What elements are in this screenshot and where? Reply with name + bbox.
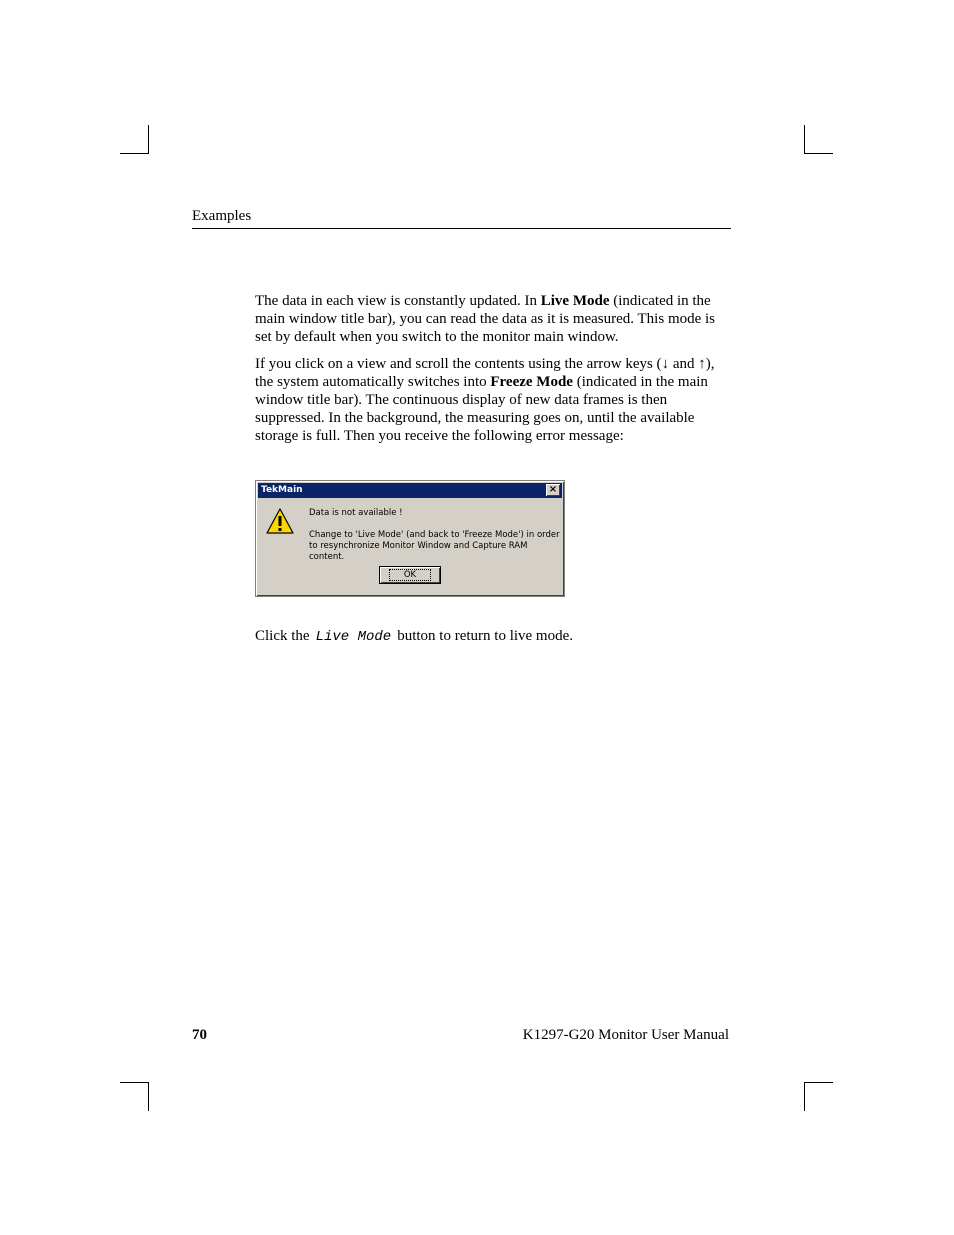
p1-text-1: The data in each view is constantly updated. In — [255, 293, 541, 309]
p2-text-4: (indicated in the main window title bar). The continuous display of new data frames is then suppressed. In the background, the measuring goes on, until the available storage is full. Then you receive the following error message: — [255, 374, 708, 444]
manual-title: K1297-G20 Monitor User Manual — [522, 1027, 729, 1043]
arrow-up-icon: ↑ — [698, 356, 706, 372]
close-icon: × — [548, 484, 558, 495]
p1-bold-live-mode: Live Mode — [540, 293, 610, 309]
ok-button[interactable] — [379, 566, 441, 584]
crop-mark-bottom-left-h — [120, 1082, 149, 1083]
paragraph-freeze-mode — [255, 355, 733, 445]
p2-text-3: ), the system automatically switches into — [255, 356, 715, 390]
header-rule — [192, 228, 731, 229]
warning-icon — [266, 508, 294, 534]
live-mode-button-reference: Live Mode — [315, 629, 392, 645]
p2-text-1: If you click on a view and scroll the contents using the arrow keys ( — [255, 356, 662, 372]
arrow-down-icon: ↓ — [661, 356, 670, 372]
dialog-title: TekMain — [261, 485, 303, 495]
p2-text-2: and — [669, 356, 699, 372]
crop-mark-bottom-left-v — [148, 1082, 149, 1111]
p1-text-2: (indicated in the main window title bar), you can read the data as it is measured. This mode is set by default when you switch to the monitor main window. — [255, 293, 716, 345]
close-button[interactable] — [546, 484, 560, 496]
paragraph-live-mode — [255, 292, 733, 346]
crop-mark-top-right-h — [804, 153, 833, 154]
p3-text-2: button to return to live mode. — [397, 628, 574, 644]
dialog-message-body: Change to 'Live Mode' (and back to 'Freeze Mode') in order to resynchronize Monitor Window and Capture RAM content. — [309, 530, 560, 562]
page-number: 70 — [192, 1027, 207, 1043]
p2-bold-freeze-mode: Freeze Mode — [490, 374, 573, 390]
paragraph-click-live-mode — [255, 627, 733, 646]
crop-mark-bottom-right-h — [804, 1082, 833, 1083]
error-dialog — [255, 480, 565, 597]
crop-mark-top-right-v — [804, 125, 805, 154]
crop-mark-bottom-right-v — [804, 1082, 805, 1111]
running-head: Examples — [192, 208, 252, 224]
p3-text-1: Click the — [255, 628, 310, 644]
ok-button-label: OK — [389, 569, 431, 581]
dialog-message-title: Data is not available ! — [309, 508, 403, 518]
crop-mark-top-left-h — [120, 153, 149, 154]
crop-mark-top-left-v — [148, 125, 149, 154]
dialog-titlebar — [258, 483, 562, 498]
